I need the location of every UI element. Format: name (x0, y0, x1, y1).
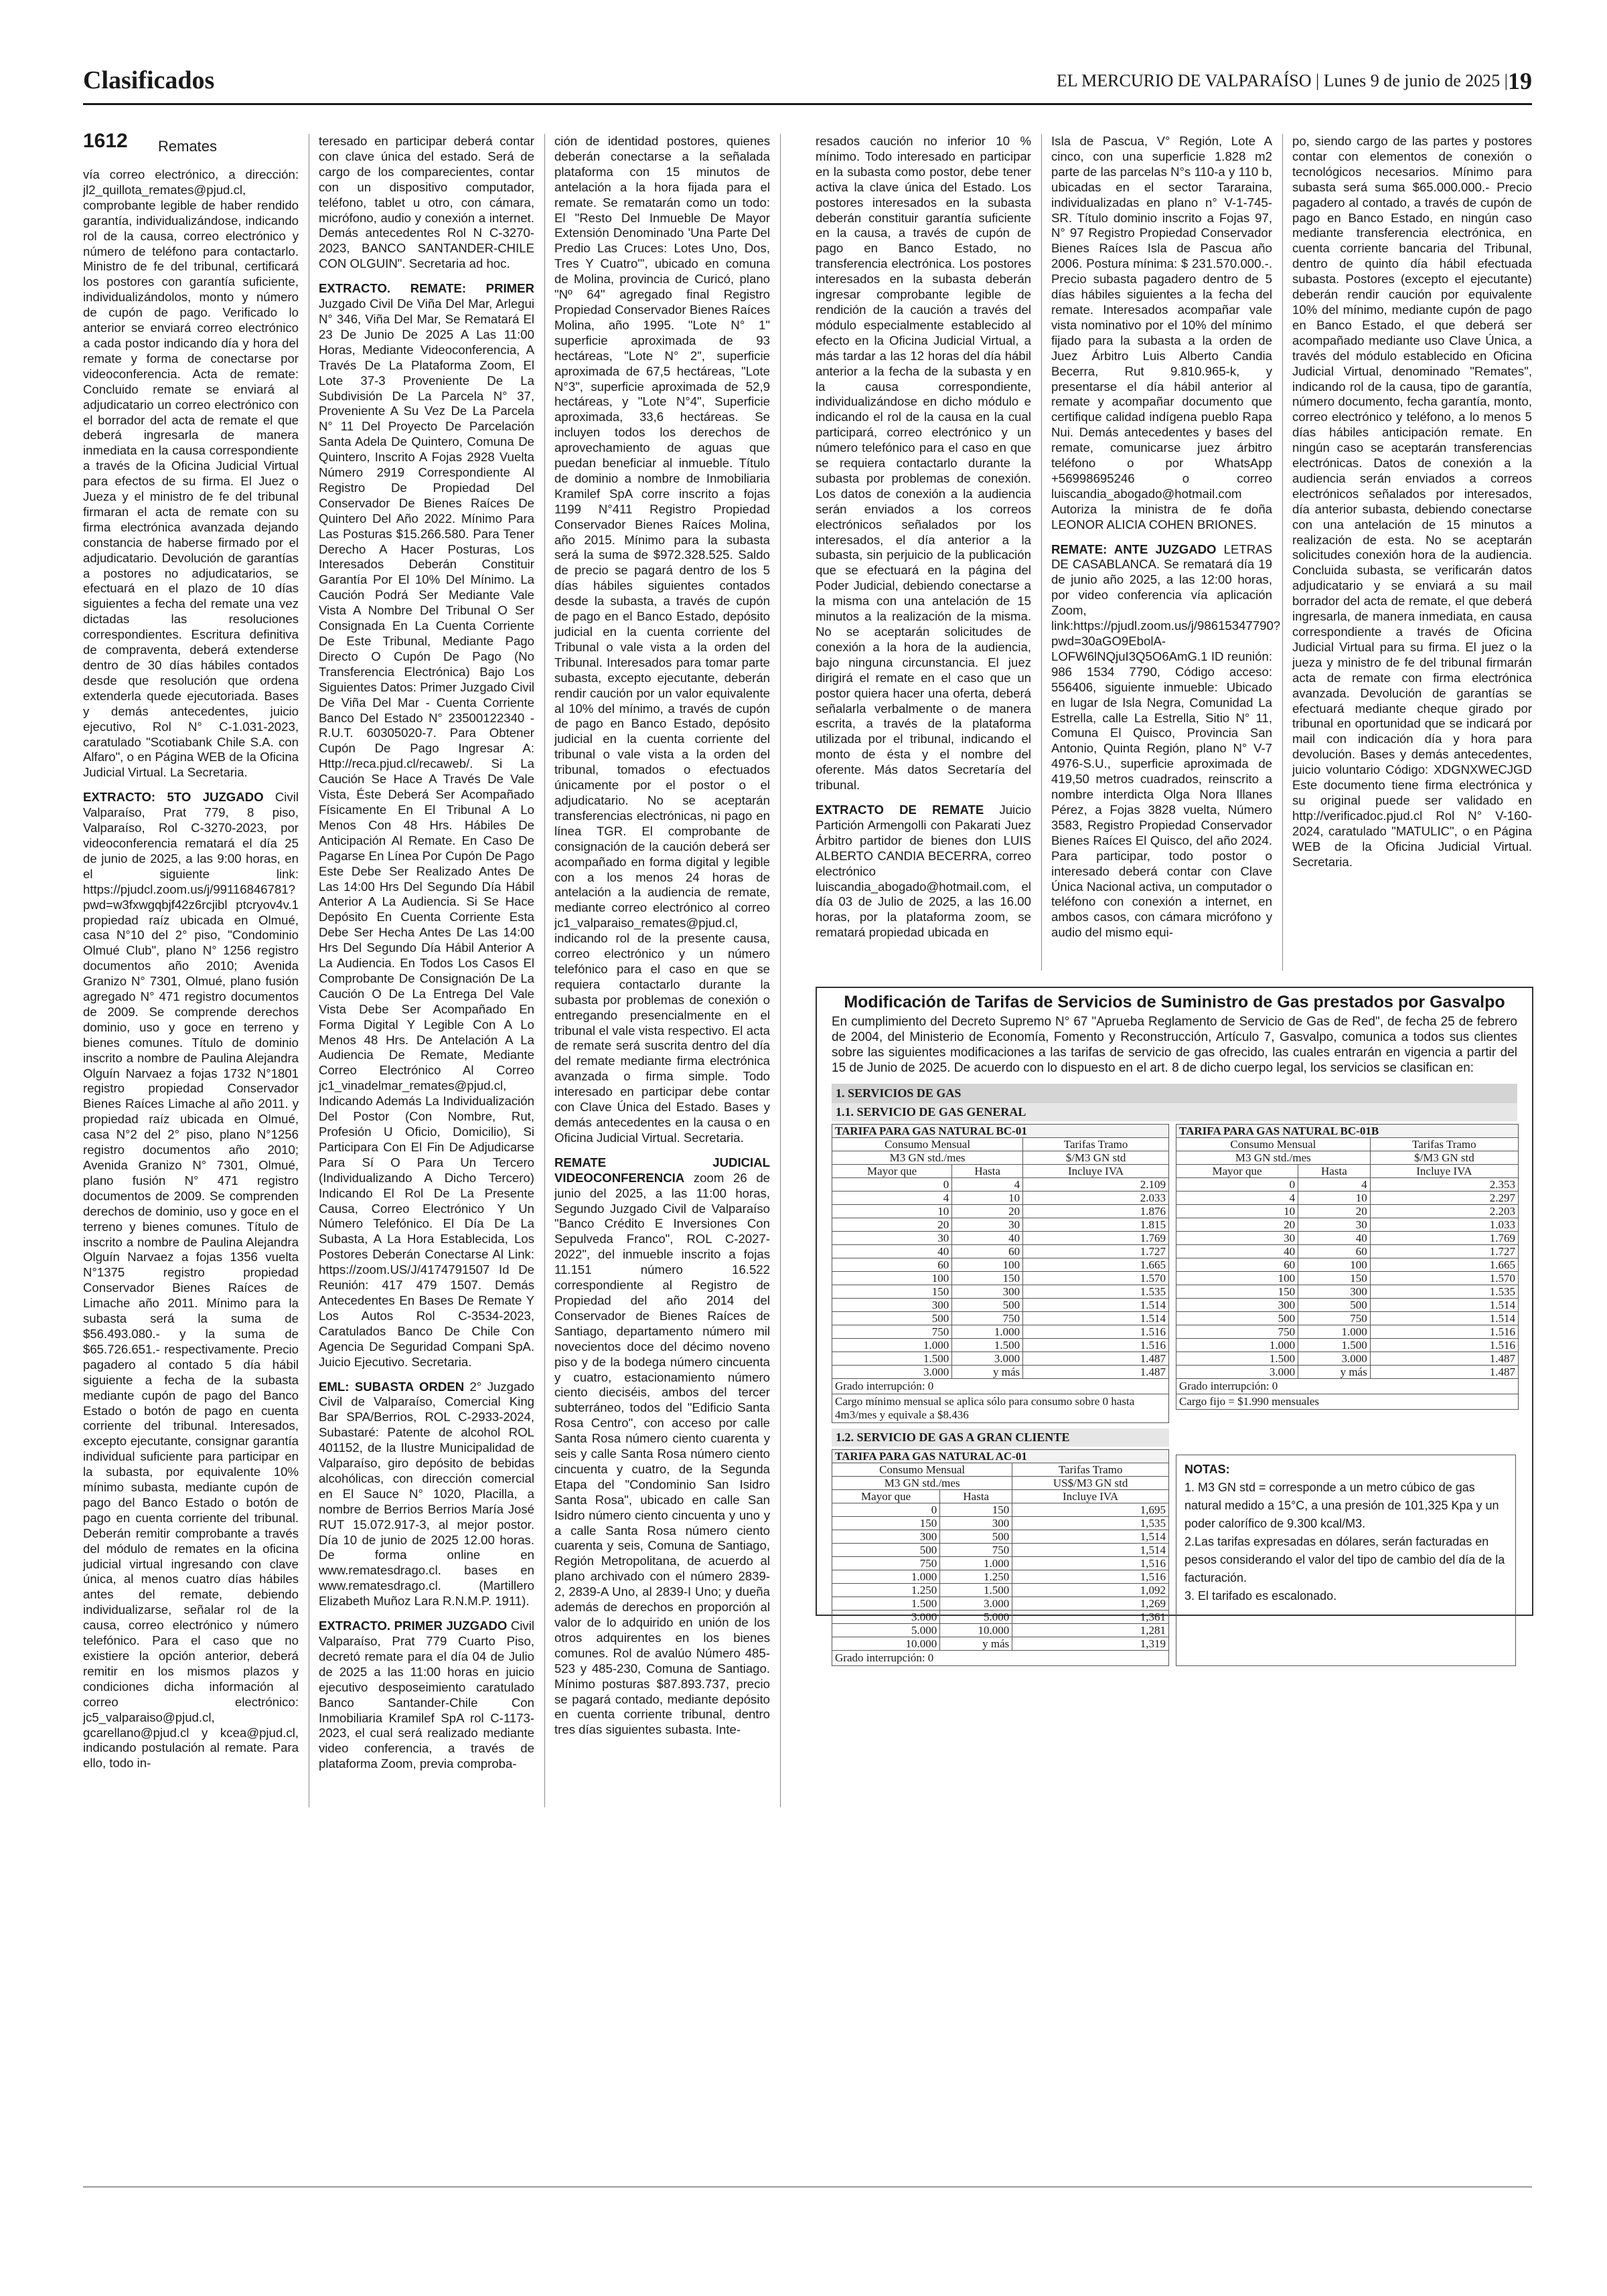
table-cell: 1.250 (940, 1570, 1012, 1584)
table-cell: 750 (832, 1557, 940, 1570)
table-cell: 3.000 (1176, 1366, 1298, 1379)
table-row (832, 1245, 1169, 1258)
ad-heading: EML: SUBASTA ORDEN (319, 1379, 465, 1394)
table-row (1176, 1245, 1519, 1258)
table-cell: 300 (952, 1285, 1023, 1299)
table-header: Incluye IVA (1012, 1490, 1169, 1503)
table-cell: 100 (952, 1258, 1023, 1272)
table-cell: 750 (1176, 1325, 1298, 1339)
table-cell: 20 (832, 1218, 952, 1232)
table-cell: 1,535 (1012, 1517, 1169, 1530)
masthead-date: EL MERCURIO DE VALPARAÍSO | Lunes 9 de junio de 2025 | (1056, 71, 1508, 90)
table-cell: 1.876 (1023, 1205, 1169, 1218)
category-code: 1612 (83, 130, 128, 152)
classified-ad (319, 281, 534, 1370)
table-row (832, 1611, 1169, 1624)
column-5 (1051, 134, 1281, 940)
table-header: Hasta (940, 1490, 1012, 1503)
table-cell: 1.000 (952, 1325, 1023, 1339)
classified-ad (1051, 134, 1272, 533)
table-cell: 2.297 (1370, 1192, 1518, 1205)
tariff-table-bc01b (1176, 1124, 1519, 1379)
table-row (832, 1544, 1169, 1557)
table-header: $/M3 GN std (1370, 1151, 1518, 1165)
table-cell: 0 (832, 1503, 940, 1517)
table-cell: 300 (832, 1299, 952, 1312)
table-cell: 1,516 (1012, 1557, 1169, 1570)
table-cell: y más (940, 1637, 1012, 1651)
table-cell: 1.500 (952, 1339, 1023, 1352)
table-cell: 750 (952, 1312, 1023, 1325)
classified-ad (83, 790, 299, 1771)
table-cell: 1.500 (832, 1352, 952, 1366)
table-header: Consumo Mensual (1176, 1138, 1371, 1151)
footer-rule (83, 2186, 1532, 2188)
subsection-heading: 1.1. SERVICIO DE GAS GENERAL (832, 1103, 1517, 1121)
classified-ad (319, 134, 534, 272)
table-cell: 1.516 (1370, 1339, 1518, 1352)
table-cell: 5.000 (940, 1611, 1012, 1624)
table-cell: 1.487 (1023, 1366, 1169, 1379)
table-header: Tarifas Tramo (1370, 1138, 1518, 1151)
table-cell: 4 (952, 1178, 1023, 1192)
table-bc01b-block (1176, 1124, 1519, 1423)
table-header: Mayor que (832, 1165, 952, 1178)
page-number: 19 (1508, 68, 1532, 94)
ad-heading: EXTRACTO: 5TO JUZGADO (83, 790, 264, 805)
table-cell: 10 (832, 1205, 952, 1218)
ad-text: po, siendo cargo de las partes y postores contar con elementos de conexión o tecnológicos necesarios. Mínimo para subasta será suma $65.000.000.- Precio pagadero al contado, a través de cupón de pago en Banco Estado, en ningún caso mediante transferencia electrónica, en cuenta corriente bancaria del Tribunal, dentro de quinto día hábil efectuada subasta. Postores (excepto el ejecutante) deberán rendir caución por equivalente 10% del mínimo, mediante cupón de pago en Banco Estado, el que deberá ser acompañado mediante uso Clave Única, a través del módulo establecido en Oficina Judicial Virtual, denominado "Remates", indicando rol de la causa, tipo de garantía, número documento, fecha garantía, monto, correo electrónico y teléfono, a lo menos 5 días hábiles anticipación remate. En ningún caso se aceptarán transferencias electrónicas. Datos de conexión a la audiencia serán enviados a correos electrónicos señalados por interesados, día anterior subasta, debiendo conectarse con una antelación de 15 minutos a realización de esta. No se aceptarán solicitudes conexión hora de la audiencia. Concluida subasta, se verificarán datos adjudicatario y se enviará a su mail borrador del acta de remate, el que deberá ingresarla, de manera inmediata, en causa correspondiente a través de Oficina Judicial Virtual para su firma. El juez o la jueza y ministro de fe del tribunal firmarán acta de remate con firma electrónica avanzada. Devolución de garantías se efectuará mediante cheque girado por tribunal en oportunidad que se indicará por mail con indicación día y hora para devolución. Bases y demás antecedentes, juicio voluntario Código: XDGNXWECJGD Este documento tiene firma electrónica y su original puede ser validado en http://verificadoc.pjud.cl Rol N° V-160-2024, caratulado "MATULIC", o en Página WEB de la Oficina Judicial Virtual. Secretaria. (1292, 134, 1532, 869)
table-cell: 2.033 (1023, 1192, 1169, 1205)
table-cell: 4 (1176, 1192, 1298, 1205)
table-cell: 150 (832, 1517, 940, 1530)
table-row (1176, 1312, 1519, 1325)
table-cell: 1.727 (1023, 1245, 1169, 1258)
ad-text: 2° Juzgado Civil de Valparaíso, Comercial King Bar SPA/Berrios, ROL C-2933-2024, Subastaré: Patente de alcohol ROL 401152, de la Ilustre Municipalidad de Valparaíso, giro depósito de bebidas alcohólicas, con dirección comercial en El Sauce N° 1020, Placilla, a nombre de Berrios Berrios María José RUT 15.072.917-3, al mejor postor. Día 10 de junio de 2025 12.00 horas. De forma online en www.rematesdrago.cl. bases en www.rematesdrago.cl. (Martillero Elizabeth Muñoz Lara R.N.M.P. 1911). (319, 1379, 534, 1609)
table-cell: 1.727 (1370, 1245, 1518, 1258)
table-cell: 1.514 (1370, 1312, 1518, 1325)
table-cell: 40 (832, 1245, 952, 1258)
table-cell: 0 (832, 1178, 952, 1192)
table-cell: 4 (1298, 1178, 1371, 1192)
notes-title: NOTAS: (1184, 1463, 1230, 1476)
table-cell: 500 (832, 1312, 952, 1325)
table-row (1176, 1352, 1519, 1366)
table-bc01-block (832, 1124, 1169, 1423)
table-cell: 40 (1176, 1245, 1298, 1258)
table-cell: y más (1298, 1366, 1371, 1379)
column-divider (544, 134, 545, 1807)
table-cell: 1,695 (1012, 1503, 1169, 1517)
table-row (832, 1517, 1169, 1530)
table-cell: 3.000 (832, 1366, 952, 1379)
table-row (832, 1352, 1169, 1366)
table-cell: 3.000 (940, 1597, 1012, 1611)
table-cell: 500 (940, 1530, 1012, 1544)
table-row (1176, 1192, 1519, 1205)
table-cell: 1.500 (940, 1584, 1012, 1597)
table-row (832, 1232, 1169, 1245)
table-cell: 150 (952, 1272, 1023, 1285)
column-divider (1041, 134, 1042, 971)
table-cell: 500 (832, 1544, 940, 1557)
category-heading (83, 130, 299, 158)
table-row (832, 1205, 1169, 1218)
table-cell: 750 (940, 1544, 1012, 1557)
table-body (832, 1178, 1169, 1379)
table-row (1176, 1299, 1519, 1312)
tariff-table-ac01 (832, 1449, 1169, 1651)
table-cell: 10.000 (832, 1637, 940, 1651)
classified-ad (319, 1619, 534, 1772)
table-cell: 1.487 (1370, 1366, 1518, 1379)
table-cell: 300 (1298, 1285, 1371, 1299)
table-cell: 5.000 (832, 1624, 940, 1637)
table-row (832, 1285, 1169, 1299)
table-cell: 1.665 (1370, 1258, 1518, 1272)
table-row (1176, 1325, 1519, 1339)
table-header: Consumo Mensual (832, 1463, 1012, 1477)
table-cell: 0 (1176, 1178, 1298, 1192)
table-cell: 1.487 (1370, 1352, 1518, 1366)
section-name: Clasificados (83, 66, 215, 94)
column-2 (319, 134, 534, 1772)
table-cell: 300 (940, 1517, 1012, 1530)
note-1: 1. M3 GN std = corresponde a un metro cúbico de gas natural medido a 15°C, a una presión de 101,325 Kpa y un poder calorífico de 9.300 kcal/M3. (1184, 1481, 1499, 1530)
table-row (1176, 1218, 1519, 1232)
table-row (832, 1272, 1169, 1285)
table-row (1176, 1272, 1519, 1285)
fixed-charge-note: Cargo fijo = $1.990 mensuales (1176, 1394, 1519, 1410)
ad-text: ción de identidad postores, quienes deberán conectarse a la señalada plataforma con 15 minutos de antelación a la hora fijada para el remate. Se rematarán como un todo: El "Resto Del Inmueble De Mayor Extensión Denominado 'Una Parte Del Predio Las Cruces: Lotes Uno, Dos, Tres Y Cuatro'", ubicado en comuna de Molina, provincia de Curicó, plano "Nº 64" agregado final Registro Propiedad Conservador Bienes Raíces Molina, año 1995. "Lote N° 1" superficie aproximada de 93 hectáreas, "Lote N° 2", superficie aproximada de 67,5 hectáreas, "Lote N°3", superficie aproximada de 52,9 hectáreas, y "Lote N°4", Superficie aproximada, 33,6 hectáreas. Se incluyen todos los derechos de aprovechamiento de aguas que puedan beneficiar al inmueble. Título de dominio a nombre de Inmobiliaria Kramilef SpA corre inscrito a fojas 1199 N°411 Registro Propiedad Conservador Bienes Raíces Molina, año 2015. Mínimo para la subasta será la suma de $972.328.525. Saldo de precio se pagará dentro de los 5 días hábiles siguientes contados desde la subasta, a través de cupón de pago en el Banco Estado, depósito judicial en la cuenta corriente del Tribunal o vale vista a la orden del Tribunal. Interesados para tomar parte subasta, excepto ejecutante, deberán rendir caución por un valor equivalente al 10% del mínimo, a través de cupón de pago en Banco Estado, depósito judicial en la cuenta corriente del tribunal o vale vista a la orden del tribunal, tomados o efectuados únicamente por el postor o el adjudicatario. No se aceptarán transferencias electrónicas, ni pago en línea TGR. El comprobante de consignación de la caución deberá ser acompañado en forma digital y legible con a los menos 24 horas de antelación a la audiencia de remate, mediante correo electrónico al correo jc1_valparaiso_remates@pjud.cl, indicando rol de la presente causa, correo electrónico y un número telefónico para el caso en que se requiera contactarlo durante la subasta por problemas de conexión o entregando presencialmente en el tribunal el vale vista respectivo. El acta de remate será suscrita dentro del día del remate mediante firma electrónica avanzada o firma simple. Todo interesado en participar debe contar con Clave Única del Estado. Bases y demás antecedentes en la causa o en Oficina Judicial Virtual. Secretaria. (554, 134, 770, 1145)
table-cell: 60 (1176, 1258, 1298, 1272)
table-row (832, 1312, 1169, 1325)
table-cell: 20 (1298, 1205, 1371, 1218)
ad-text: Juzgado Civil De Viña Del Mar, Arlegui N° 346, Viña Del Mar, Se Rematará El 23 De Junio De 2025 A Las 11:00 Horas, Mediante Videoconferencia, A Través De La Plataforma Zoom, El Lote 37-3 Proveniente De La Subdivisión De La Parcela N° 37, Proveniente A Su Vez De La Parcela N° 11 Del Proyecto De Parcelación Santa Adela De Quintero, Comuna De Quintero, Inscrito A Fojas 2928 Vuelta Número 2919 Correspondiente Al Registro De Propiedad Del Conservador De Bienes Raíces De Quintero Del Año 2022. Mínimo Para Las Posturas $15.266.580. Para Tener Derecho A Hacer Posturas, Los Interesados Deberán Constituir Garantía Por El 10% Del Mínimo. La Caución Podrá Ser Mediante Vale Vista A Nombre Del Tribunal O Ser Consignada En La Cuenta Corriente De Este Tribunal, Mediante Pago Directo O Cupón De Pago (No Transferencia Electrónica) Bajo Los Siguientes Datos: Primer Juzgado Civil De Viña Del Mar - Cuenta Corriente Banco Del Estado N° 23500122340 - R.U.T. 60305020-7. Para Obtener Cupón De Pago Ingresar A: Http://reca.pjud.cl/recaweb/. Si La Caución Se Hace A Través De Vale Vista, Éste Deberá Ser Acompañado Físicamente En El Tribunal A Lo Menos Con 48 Hrs. Hábiles De Anticipación Al Remate. En Caso De Pagarse En Línea Por Cupón De Pago Este Debe Ser Realizado Antes De Las 14:00 Hrs Del Segundo Día Hábil Anterior A La Audiencia. Si Se Hace Depósito En Cuenta Corriente Esta Debe Ser Hecha Antes De Las 14:00 Hrs Del Segundo Día Hábil Anterior A La Audiencia. En Todos Los Casos El Comprobante De Consignación De La Caución O De La Entrega Del Vale Vista Debe Ser Acompañado En Forma Digital Y Legible Con A Lo Menos 48 Hrs. De Antelación A La Audiencia De Remate, Mediante Correo Electrónico Al Correo jc1_vinadelmar_remates@pjud.cl, Indicando Además La Individualización Del Postor (Con Nombre, Rut, Profesión U Oficio, Domicilio), Si Participara Con El Fin De Adjudicarse Para Sí O Para Un Tercero (Individualizando A Dicho Tercero) Indicando El Rol De La Presente Causa, Correo Electrónico Y Un Número Telefónico. El Día De La Subasta, A La Hora Establecida, Los Postores Deberán Conectarse Al Link: https://zoom.US/J/4174791507 Id De Reunión: 417 479 1507. Demás Antecedentes En Bases De Remate Y Los Autos Rol C-3534-2023, Caratulados Banco De Chile Con Agencia De Seguridad Compani SpA. Juicio Ejecutivo. Secretaria. (319, 297, 534, 1369)
table-header: Hasta (1298, 1165, 1371, 1178)
table-row (832, 1570, 1169, 1584)
page-header (83, 66, 1532, 104)
classified-ad (554, 134, 770, 1146)
table-cell: 1,514 (1012, 1530, 1169, 1544)
ad-text: Civil Valparaíso, Prat 779, 8 piso, Valparaíso, Rol C-3270-2023, por videoconferencia rematará el día 25 de junio de 2025, a las 9:00 horas, en el siguiente link: https://pjudcl.zoom.us/j/99116846781?pwd=w3fxwgqbjf42z6rcjibl ptcryov4v.1 propiedad raíz ubicada en Olmué, casa N°10 del 2° piso, "Condominio Olmué Club", plano N° 1256 registro documentos año 2010; Avenida Granizo N° 7301, Olmué, plano fusión agregado N° 471 registro documentos de 2009. Se comprende derechos dominio, uso y goce en terreno y bienes comunes. Título de dominio inscrito a nombre de Paulina Alejandra Olguín Narvaez a fojas 1732 N°1801 registro propiedad Conservador Bienes Raíces Limache al año 2011. y propiedad raíz ubicada en Olmué, casa N°2 del 2° piso, plano N°1256 registro documentos año 2010; Avenida Granizo N° 7301, Olmué, plano fusión N° 471 registro documentos de 2009. Se comprenden derechos de dominio, uso y goce en el terreno y bienes comunes. Título de inscrito a nombre de Paulina Alejandra Olguín Narvaez a fojas 1356 vuelta N°1375 registro propiedad Conservador Bienes Raíces de Limache año 2011. Mínimo para la subasta será la suma de $56.493.080.- y la suma de $65.726.651.- respectivamente. Precio pagadero al contado 5 día hábil siguiente a fecha de la subasta mediante cupón de pago del Banco Estado o botón de pago en cuenta corriente del tribunal. Interesados, excepto ejecutante, consignar garantía individual suficiente para participar en la subasta, por equivalente 10% mínimo subasta, mediante cupón de pago del Banco Estado o botón de pago en cuenta corriente del tribunal. Deberán remitir comprobante a través del módulo de remates en la oficina judicial virtual ingresando con clave única, al menos cuatro días hábiles antes del remate, debiendo individualizarse, señalar rol de la causa, correo electrónico y número telefónico. Para el caso que no existiere la opción anterior, deberá remitir en los mismos plazos y condiciones dicha información al correo electrónico: jc5_valparaiso@pjud.cl, gcarellano@pjud.cl y kcea@pjud.cl, indicando postulación al remate. Para ello, todo in- (83, 790, 299, 1771)
ad-heading: EXTRACTO DE REMATE (816, 802, 984, 817)
table-cell: 750 (832, 1325, 952, 1339)
ad-heading: REMATE JUDICIAL VIDEOCONFERENCIA (554, 1155, 770, 1185)
table-header: Hasta (952, 1165, 1023, 1178)
column-6 (1292, 134, 1532, 870)
table-cell: 1.500 (1298, 1339, 1371, 1352)
table-cell: 40 (1298, 1232, 1371, 1245)
table-title: TARIFA PARA GAS NATURAL BC-01B (1176, 1125, 1519, 1138)
table-cell: 10 (952, 1192, 1023, 1205)
table-title: TARIFA PARA GAS NATURAL AC-01 (832, 1450, 1169, 1463)
column-divider (1282, 134, 1283, 971)
table-row (1176, 1232, 1519, 1245)
table-cell: 60 (832, 1258, 952, 1272)
classified-ad (83, 167, 299, 781)
table-cell: 30 (952, 1218, 1023, 1232)
table-cell: 10 (1176, 1205, 1298, 1218)
notice-title: Modificación de Tarifas de Servicios de Suministro de Gas prestados por Gasvalpo (844, 993, 1505, 1011)
classified-ad (1292, 134, 1532, 870)
table-cell: 30 (1298, 1218, 1371, 1232)
classified-ad (816, 803, 1031, 940)
table-header: Incluye IVA (1370, 1165, 1518, 1178)
table-cell: 1,092 (1012, 1584, 1169, 1597)
ad-text: LETRAS DE CASABLANCA. Se rematará día 19 de junio año 2025, a las 12:00 horas, por video conferencia vía aplicación Zoom, link:https://pjudl.zoom.us/j/98615347790?pwd=30aGO9EbolA-LOFW6lNQjuI3Q5O6AmG.1 ID reunión: 986 1534 7790, Código acceso: 556406, siguiente inmueble: Ubicado en lugar de Isla Negra, Comunidad La Estrella, calle La Estrella, Sitio N° 11, Comuna El Quisco, Provincia San Antonio, Quinta Región, plano N° V-7 4976-S.U., superficie aproximada de 419,50 metros cuadrados, reinscrito a nombre interdicta Olga Nora Illanes Pérez, a Fojas 3828 vuelta, Número 3583, Registro Propiedad Conservador Bienes Raíces El Quisco, del año 2024. Para participar, todo postor o interesado deberá contar con Clave Única Nacional activa, un computador o teléfono con conexión a internet, en ambos casos, con cámara micrófono y audio del mismo equi- (1051, 542, 1281, 940)
category-name: Remates (158, 138, 218, 155)
table-row (832, 1178, 1169, 1192)
ad-text: zoom 26 de junio del 2025, a las 11:00 horas, Segundo Juzgado Civil de Valparaíso "Banco Crédito E Inversiones Con Sepulveda Franco", ROL C-2027-2022", del inmueble inscrito a fojas 11.151 número 16.522 correspondiente al Registro de Propiedad del año 2014 del Conservador de Bienes Raíces de Santiago, departamento número mil novecientos doce del décimo noveno piso y de la bodega número cincuenta y cuatro, estacionamiento número ciento dieciséis, ambos del tercer subterráneo, todos del "Edificio Santa Rosa Centro", con acceso por calle Santa Rosa número ciento cuarenta y seis y calle Santa Rosa número ciento cincuenta y cuatro, de la Segunda Etapa del "Condominio San Isidro Santa Rosa", ubicado en calle San Isidro número ciento cincuenta y uno y a calle Santa Rosa número ciento cuarenta y seis, Comuna de Santiago, Región Metropolitana, de acuerdo al plano archivado con el número 2839-2, 2839-A Uno, al 2839-I Uno; y dueña además de derechos en proporción al valor de lo adquirido en unión de los otros adquirentes en los bienes comunes. Rol de avalúo Número 485-523 y 485-230, Comuna de Santiago. Mínimo posturas $87.893.737, precio se pagará contado, mediante depósito en cuenta corriente tribunal, dentro tres días siguientes subasta. Inte- (554, 1170, 770, 1737)
table-row (1176, 1205, 1519, 1218)
table-cell: 1.769 (1023, 1232, 1169, 1245)
table-cell: 1.514 (1023, 1299, 1169, 1312)
table-cell: 1,281 (1012, 1624, 1169, 1637)
table-cell: 1.500 (832, 1597, 940, 1611)
ad-text: Isla de Pascua, V° Región, Lote A cinco, con una superficie 1.828 m2 parte de las parcelas N°s 110-a y 110 b, ubicadas en el sector Tararaina, individualizadas en plano n° V-1-745- SR. Título dominio inscrito a Fojas 97, N° 97 Registro Propiedad Conservador Bienes Raíces Isla de Pascua año 2006. Postura mínima: $ 231.570.000.-. Precio subasta pagadero dentro de 5 días hábiles siguientes a la fecha del remate. Interesados acompañar vale vista nominativo por el 10% del mínimo fijado para la subasta a la orden de Juez Árbitro Luis Alberto Candia Becerra, Rut 9.810.965-k, y presentarse el día hábil anterior al remate y acompañar documento que certifique calidad indígena pueblo Rapa Nui. Demás antecedentes y bases del remate, comunicarse juez árbitro teléfono o por WhatsApp +56998695246 o correo luiscandia_abogado@hotmail.com Autoriza la ministra de fe doña LEONOR ALICIA COHEN BRIONES. (1051, 134, 1272, 531)
interruption-grade: Grado interrupción: 0 (832, 1379, 1169, 1394)
table-row (832, 1192, 1169, 1205)
table-cell: 300 (832, 1530, 940, 1544)
classified-ad (816, 134, 1031, 793)
table-header: Incluye IVA (1023, 1165, 1169, 1178)
table-row (1176, 1339, 1519, 1352)
table-header: M3 GN std./mes (832, 1151, 1023, 1165)
column-divider (780, 134, 781, 1807)
classified-ad (319, 1380, 534, 1610)
table-row (832, 1299, 1169, 1312)
table-cell: 1.665 (1023, 1258, 1169, 1272)
ad-text: resados caución no inferior 10 % mínimo. Todo interesado en participar en la subasta como postor, debe tener activa la clave única del Estado. Los postores interesados en la subasta deberán constituir garantía suficiente en la causa, a través de cupón de pago en Banco Estado, no transferencia electrónica. Los postores interesados en la subasta deberán ingresar comprobante legible de rendición de la caución a través del módulo especialmente establecido al efecto en la Oficina Judicial Virtual, a más tardar a las 12 horas del día hábil anterior a la fecha de la subasta y en la causa correspondiente, individualizándose en dicho módulo e indicando el rol de la causa en la cual participará, correo electrónico y un número telefónico para el caso en que se requiera contactarlo durante la subasta por problemas de conexión. Los datos de conexión a la audiencia serán enviados a los correos electrónicos señalados por los interesados, el día anterior a la subasta, sin perjuicio de la publicación que se efectuará en la página del Poder Judicial, debiendo conectarse a la misma con una antelación de 15 minutos a la realización de la misma. No se aceptarán solicitudes de conexión a la hora de la audiencia, bajo ninguna circunstancia. El juez dirigirá el remate en el caso que un postor quiera hacer una oferta, deberá señalarla verbalmente o de manera escrita, a través de la plataforma utilizada por el tribunal, indicando el monto de ésta y el nombre del oferente. Más datos Secretaría del tribunal. (816, 134, 1031, 793)
table-header: M3 GN std./mes (832, 1477, 1012, 1490)
table-cell: 3.000 (832, 1611, 940, 1624)
table-cell: 150 (1298, 1272, 1371, 1285)
table-cell: 750 (1298, 1312, 1371, 1325)
table-row (832, 1339, 1169, 1352)
table-cell: 10 (1298, 1192, 1371, 1205)
table-cell: 10.000 (940, 1624, 1012, 1637)
table-cell: 1.815 (1023, 1218, 1169, 1232)
table-cell: 1,269 (1012, 1597, 1169, 1611)
table-cell: 30 (1176, 1232, 1298, 1245)
note-2: 2.Las tarifas expresadas en dólares, serán facturadas en pesos considerando el valor del tipo de cambio del día de la facturación. (1184, 1535, 1505, 1584)
table-cell: 1.516 (1370, 1325, 1518, 1339)
table-header: Tarifas Tramo (1012, 1463, 1169, 1477)
table-cell: 1.514 (1023, 1312, 1169, 1325)
large-client-tariffs (832, 1449, 1517, 1666)
table-row (832, 1624, 1169, 1637)
table-cell: 1.769 (1370, 1232, 1518, 1245)
table-cell: 150 (940, 1503, 1012, 1517)
table-cell: 20 (952, 1205, 1023, 1218)
table-row (832, 1597, 1169, 1611)
ad-text: Juicio Partición Armengolli con Pakarati Juez Árbitro partidor de bienes don LUIS ALBERTO CANDIA BECERRA, correo electrónico luiscandia_abogado@hotmail.com, el día 03 de Julio de 2025, a las 16.00 horas, por la plataforma zoom, se rematará propiedad ubicada en (816, 802, 1031, 940)
general-tariffs (832, 1124, 1517, 1423)
table-cell: 1.000 (1298, 1325, 1371, 1339)
table-cell: 1,319 (1012, 1637, 1169, 1651)
note-3: 3. El tarifado es escalonado. (1184, 1589, 1337, 1603)
header-rule (83, 103, 1532, 105)
table-cell: 4 (832, 1192, 952, 1205)
table-row (832, 1557, 1169, 1570)
table-cell: 100 (832, 1272, 952, 1285)
table-cell: 60 (1298, 1245, 1371, 1258)
table-cell: 1.000 (1176, 1339, 1298, 1352)
table-row (1176, 1285, 1519, 1299)
table-cell: 100 (1298, 1258, 1371, 1272)
table-title: TARIFA PARA GAS NATURAL BC-01 (832, 1125, 1169, 1138)
table-cell: 1.033 (1370, 1218, 1518, 1232)
column-3 (554, 134, 770, 1738)
table-cell: y más (952, 1366, 1023, 1379)
column-4 (816, 134, 1031, 940)
table-cell: 2.109 (1023, 1178, 1169, 1192)
table-cell: 1.000 (940, 1557, 1012, 1570)
table-body (832, 1503, 1169, 1651)
table-row (832, 1503, 1169, 1517)
table-cell: 500 (1298, 1299, 1371, 1312)
table-cell: 500 (952, 1299, 1023, 1312)
table-cell: 1.516 (1023, 1339, 1169, 1352)
ad-heading: EXTRACTO. REMATE: PRIMER (319, 281, 534, 296)
table-cell: 2.353 (1370, 1178, 1518, 1192)
table-ac01-block (832, 1449, 1169, 1666)
interruption-grade: Grado interrupción: 0 (1176, 1379, 1519, 1394)
table-cell: 300 (1176, 1299, 1298, 1312)
tariff-table-bc01 (832, 1124, 1169, 1379)
table-row (832, 1584, 1169, 1597)
table-cell: 1.000 (832, 1570, 940, 1584)
table-cell: 1.535 (1370, 1285, 1518, 1299)
ad-heading: EXTRACTO. PRIMER JUZGADO (319, 1619, 508, 1633)
table-cell: 40 (952, 1232, 1023, 1245)
table-row (832, 1258, 1169, 1272)
table-header: $/M3 GN std (1023, 1151, 1169, 1165)
interruption-grade: Grado interrupción: 0 (832, 1651, 1169, 1666)
table-cell: 1.250 (832, 1584, 940, 1597)
table-cell: 30 (832, 1232, 952, 1245)
table-cell: 150 (832, 1285, 952, 1299)
table-row (832, 1325, 1169, 1339)
table-header: Mayor que (1176, 1165, 1298, 1178)
table-cell: 3.000 (952, 1352, 1023, 1366)
section-heading: 1. SERVICIOS DE GAS (832, 1084, 1517, 1103)
table-cell: 100 (1176, 1272, 1298, 1285)
table-cell: 2.203 (1370, 1205, 1518, 1218)
classified-ad (554, 1155, 770, 1738)
table-body (1176, 1178, 1519, 1379)
table-cell: 20 (1176, 1218, 1298, 1232)
table-cell: 1.514 (1370, 1299, 1518, 1312)
table-cell: 500 (1176, 1312, 1298, 1325)
table-row (832, 1218, 1169, 1232)
table-cell: 1.570 (1023, 1272, 1169, 1285)
table-cell: 60 (952, 1245, 1023, 1258)
table-row (1176, 1178, 1519, 1192)
table-cell: 1.535 (1023, 1285, 1169, 1299)
table-cell: 1,516 (1012, 1570, 1169, 1584)
table-header: Mayor que (832, 1490, 940, 1503)
table-cell: 1,361 (1012, 1611, 1169, 1624)
table-header: US$/M3 GN std (1012, 1477, 1169, 1490)
table-cell: 150 (1176, 1285, 1298, 1299)
table-cell: 1.500 (1176, 1352, 1298, 1366)
table-header: Consumo Mensual (832, 1138, 1023, 1151)
ad-text: vía correo electrónico, a dirección: jl2_quillota_remates@pjud.cl, comprobante legible de haber rendido garantía, individualizándose, indicando rol de la causa, correo electrónico y número de teléfono para contactarlo. Ministro de fe del tribunal, certificará los postores con garantía suficiente, individualizándolos, monto y número de cupón de pago. Verificado lo anterior se enviará correo electrónico a cada postor indicando día y hora del remate y forma de conectarse por videoconferencia. Acta de remate: Concluido remate se enviará al adjudicatario un correo electrónico con el borrador del acta de remate el que deberá ingresarla de manera inmediata en la causa correspondiente a través de la Oficina Judicial Virtual para efectos de su firma. El Juez o Jueza y el ministro de fe del tribunal firmaran el acta de remate con su firma electrónica avanzada dejando constancia de haberse firmado por el adjudicatario. Devolución de garantías a postores no adjudicatarios, se efectuará en el plazo de 10 días siguientes a fecha del remate una vez dictadas las resoluciones correspondientes. Escritura definitiva de compraventa, deberá extenderse dentro de 30 días hábiles contados desde que resolución que ordena extenderla quede ejecutoriada. Bases y demás antecedentes, juicio ejecutivo, Rol N° C-1.031-2023, caratulado "Scotiabank Chile S.A. con Alfaro", o en Página WEB de la Oficina Judicial Virtual. La Secretaria. (83, 167, 299, 780)
table-header: Tarifas Tramo (1023, 1138, 1169, 1151)
table-header: M3 GN std./mes (1176, 1151, 1371, 1165)
ad-heading: REMATE: ANTE JUZGADO (1051, 542, 1217, 556)
subsection-heading: 1.2. SERVICIO DE GAS A GRAN CLIENTE (832, 1428, 1169, 1447)
table-cell: 1,514 (1012, 1544, 1169, 1557)
notice-intro: En cumplimiento del Decreto Supremo N° 67 "Aprueba Reglamento de Servicio de Gas de Red", de fecha 25 de febrero de 2004, del Ministerio de Economía, Fomento y Reconstrucción, Artículo 7, Gasvalpo, comunica a todos sus clientes sobre las siguientes modificaciones a las tarifas de servicio de gas ofrecido, las cuales entrarán en vigencia a partir del 15 de Junio de 2025. De acuerdo con lo dispuesto en el art. 8 de dicho cuerpo legal, los servicios se clasifican en: (832, 1015, 1517, 1075)
table-row (1176, 1366, 1519, 1379)
table-row (1176, 1258, 1519, 1272)
classified-ad (1051, 542, 1281, 941)
table-row (832, 1637, 1169, 1651)
ad-text: Civil Valparaíso, Prat 779 Cuarto Piso, decretó remate para el día 04 de Julio de 2025 a las 11:00 horas en juicio ejecutivo desposeimiento caratulado Banco Santander-Chile Con Inmobiliaria Kramilef SpA rol C-1173-2023, el cual será realizado mediante video conferencia, a través de plataforma Zoom, previa comproba- (319, 1619, 534, 1771)
table-row (832, 1530, 1169, 1544)
minimum-charge-note: Cargo mínimo mensual se aplica sólo para consumo sobre 0 hasta 4m3/mes y equivale a $8.436 (832, 1394, 1169, 1423)
notes-box (1176, 1455, 1516, 1666)
table-cell: 1.487 (1023, 1352, 1169, 1366)
ad-text: teresado en participar deberá contar con clave única del estado. Será de cargo de los comparecientes, contar con un dispositivo computador, teléfono, tablet u otro, con cámara, micrófono, audio y conexión a internet. Demás antecedentes Rol N C-3270-2023, BANCO SANTANDER-CHILE CON OLGUIN". Secretaria ad hoc. (319, 134, 534, 271)
table-cell: 3.000 (1298, 1352, 1371, 1366)
table-cell: 1.516 (1023, 1325, 1169, 1339)
column-1 (83, 130, 299, 1771)
table-cell: 1.570 (1370, 1272, 1518, 1285)
gas-tariff-notice (816, 987, 1533, 1664)
table-cell: 1.000 (832, 1339, 952, 1352)
table-row (832, 1366, 1169, 1379)
